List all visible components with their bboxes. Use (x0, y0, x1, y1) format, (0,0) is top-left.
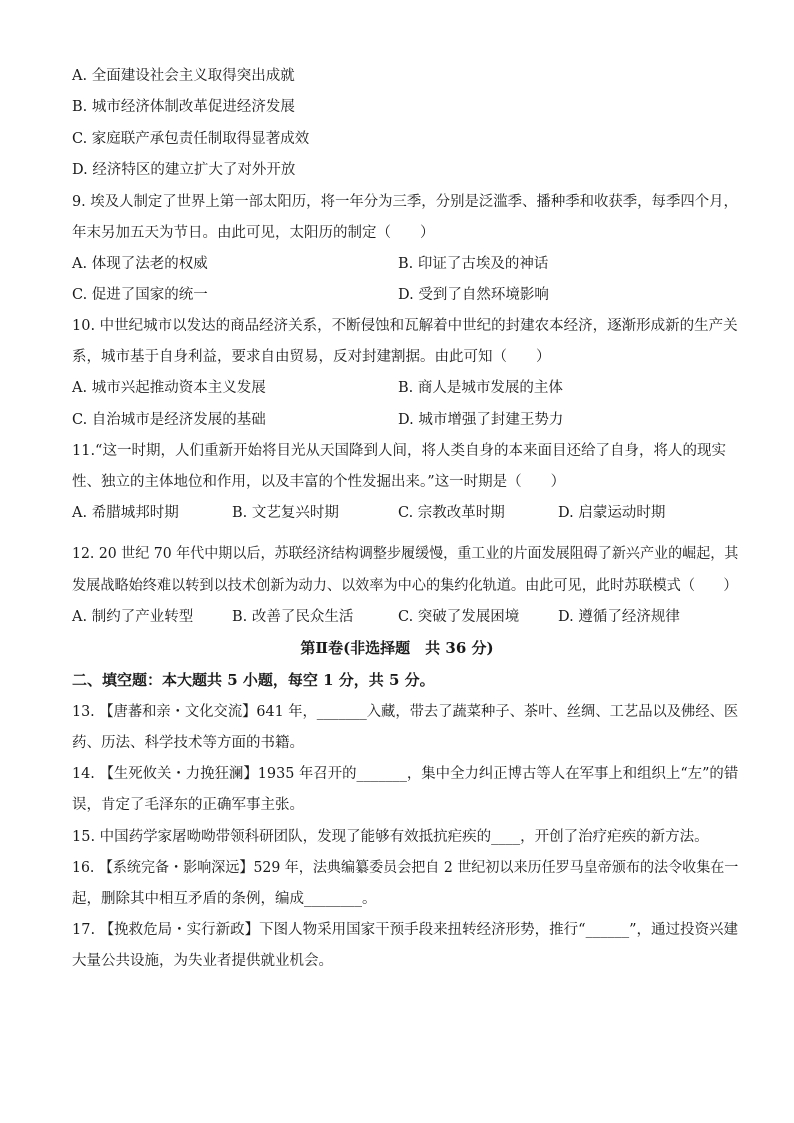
q10-stem-line1: 10. 中世纪城市以发达的商品经济关系，不断侵蚀和瓦解着中世纪的封建农本经济，逐渐形成新的生产关 (72, 318, 738, 334)
q10-option-b: B. 商人是城市发展的主体 (398, 380, 563, 396)
q8-option-a: A. 全面建设社会主义取得突出成就 (72, 68, 295, 84)
q8-option-c: C. 家庭联产承包责任制取得显著成效 (72, 131, 310, 147)
q14-line1: 14. 【生死攸关・力挽狂澜】1935 年召开的_______，集中全力纠正博古等人在军事上和组织上“左”的错 (72, 766, 739, 782)
q10-stem-line2: 系，城市基于自身利益，要求自由贸易，反对封建割据。由此可知（ ） (72, 349, 551, 365)
q12-option-d: D. 遵循了经济规律 (558, 609, 680, 625)
q9-option-d: D. 受到了自然环境影响 (398, 287, 549, 303)
q9-stem-line1: 9. 埃及人制定了世界上第一部太阳历，将一年分为三季，分别是泛滥季、播种季和收获季，每季四个月， (72, 194, 738, 210)
q10-option-d: D. 城市增强了封建王势力 (398, 412, 564, 428)
q11-option-c: C. 宗教改革时期 (398, 505, 505, 521)
q16-line1: 16. 【系统完备・影响深远】529 年，法典编纂委员会把自 2 世纪初以来历任罗马皇帝颁布的法令收集在一 (72, 860, 739, 876)
q13-line1: 13. 【唐蕃和亲・文化交流】641 年，_______入藏，带去了蔬菜种子、茶叶、丝绸、工艺品以及佛经、医 (72, 704, 739, 720)
q12-stem-line2: 发展战略始终难以转到以技术创新为动力、以效率为中心的集约化轨道。由此可见，此时苏联模式（ ） (72, 578, 738, 594)
q10-option-c: C. 自治城市是经济发展的基础 (72, 412, 266, 428)
q15-line1: 15. 中国药学家屠呦呦带领科研团队，发现了能够有效抵抗疟疾的____，开创了治疗疟疾的新方法。 (72, 829, 709, 845)
q17-line1: 17. 【挽救危局・实行新政】下图人物采用国家干预手段来扭转经济形势，推行“______”，通过投资兴建 (72, 922, 738, 938)
q11-option-d: D. 启蒙运动时期 (558, 505, 666, 521)
q9-stem-line2: 年末另加五天为节日。由此可见，太阳历的制定（ ） (72, 225, 435, 241)
q17-line2: 大量公共设施，为失业者提供就业机会。 (72, 953, 333, 969)
q12-option-c: C. 突破了发展困境 (398, 609, 520, 625)
q11-stem-line2: 性、独立的主体地位和作用，以及丰富的个性发掘出来。”这一时期是（ ） (72, 474, 566, 490)
q12-option-b: B. 改善了民众生活 (232, 609, 354, 625)
section2-heading: 二、填空题：本大题共 5 小题，每空 1 分，共 5 分。 (72, 671, 435, 689)
q8-option-d: D. 经济特区的建立扩大了对外开放 (72, 162, 296, 178)
q16-line2: 起，删除其中相互矛盾的条例，编成________。 (72, 891, 377, 907)
q9-option-b: B. 印证了古埃及的神话 (398, 256, 549, 272)
q9-option-c: C. 促进了国家的统一 (72, 287, 208, 303)
q10-option-a: A. 城市兴起推动资本主义发展 (72, 380, 266, 396)
q12-stem-line1: 12. 20 世纪 70 年代中期以后，苏联经济结构调整步履缓慢，重工业的片面发展阻碍了新兴产业的崛起，其 (72, 546, 739, 562)
part2-title: 第Ⅱ卷(非选择题 共 36 分) (300, 639, 494, 657)
q11-stem-line1: 11.“这一时期，人们重新开始将目光从天国降到人间，将人类自身的本来面目还给了自身，将人的现实 (72, 443, 726, 459)
q13-line2: 药、历法、科学技术等方面的书籍。 (72, 735, 304, 751)
q12-option-a: A. 制约了产业转型 (72, 609, 194, 625)
q8-option-b: B. 城市经济体制改革促进经济发展 (72, 99, 295, 115)
q9-option-a: A. 体现了法老的权威 (72, 256, 208, 272)
q11-option-b: B. 文艺复兴时期 (232, 505, 339, 521)
q11-option-a: A. 希腊城邦时期 (72, 505, 179, 521)
q14-line2: 误，肯定了毛泽东的正确军事主张。 (72, 797, 304, 813)
